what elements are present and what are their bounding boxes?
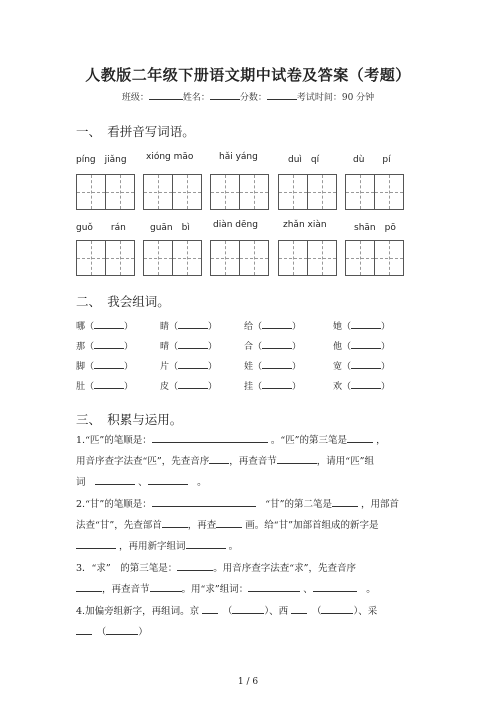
answer-blank[interactable] — [262, 339, 292, 349]
answer-blank[interactable] — [148, 474, 188, 485]
answer-blank[interactable] — [94, 339, 124, 349]
answer-blank[interactable] — [248, 581, 300, 592]
question-3-line-1: 3．“求” 的第三笔是： 。用音序查字法查“求”，先查音序 — [76, 560, 356, 575]
section-3-heading: 三、 积累与运用。 — [76, 412, 183, 427]
answer-blank[interactable] — [209, 453, 229, 464]
zuci-item: 合（ ） — [244, 339, 301, 352]
answer-blank[interactable] — [76, 581, 102, 592]
student-info: 班级： 姓名： 分数： 考试时间：90 分钟 — [0, 90, 496, 103]
answer-blank[interactable] — [262, 319, 292, 329]
pinyin-1: píng jiǎng — [76, 155, 127, 165]
pinyin-4: duì qí — [288, 155, 320, 165]
pinyin-3: hǎi yáng — [219, 152, 258, 162]
answer-blank[interactable] — [150, 581, 182, 592]
answer-blank[interactable] — [178, 359, 208, 369]
answer-blank[interactable] — [76, 624, 92, 635]
answer-blank[interactable] — [76, 538, 116, 549]
question-1-line-2: 用音序查字法查“匹”，先查音序 ，再查音节 ，请用“匹”组 — [76, 453, 374, 468]
answer-blank[interactable] — [202, 603, 218, 614]
answer-blank[interactable] — [321, 603, 353, 614]
zuci-item: 晴（ ） — [160, 339, 217, 352]
writing-grid[interactable] — [210, 240, 269, 276]
answer-blank[interactable] — [178, 319, 208, 329]
answer-blank[interactable] — [178, 339, 208, 349]
zuci-item: 娃（ ） — [244, 359, 301, 372]
answer-blank[interactable] — [351, 319, 381, 329]
question-2-line-2: 法查“甘”，先查部首 ，再查 画。给“甘”加部首组成的新字是 — [76, 517, 378, 532]
answer-blank[interactable] — [216, 517, 242, 528]
zuci-item: 欢（ ） — [333, 379, 390, 392]
zuci-item: 片（ ） — [160, 359, 217, 372]
answer-blank[interactable] — [94, 379, 124, 389]
pinyin-9: zhǎn xiàn — [283, 220, 327, 230]
zuci-item: 挂（ ） — [244, 379, 301, 392]
pinyin-8: diàn dēng — [213, 220, 258, 230]
answer-blank[interactable] — [94, 359, 124, 369]
pinyin-6: guǒ rán — [76, 223, 126, 233]
zuci-item: 肚（ ） — [76, 379, 133, 392]
zuci-item: 皮（ ） — [160, 379, 217, 392]
class-blank[interactable] — [149, 90, 183, 100]
zuci-item: 他（ ） — [333, 339, 390, 352]
question-2-line-1: 2.“甘”的笔顺是： “甘”的第二笔是 ，用部首 — [76, 496, 399, 511]
answer-blank[interactable] — [152, 496, 256, 507]
writing-grid[interactable] — [143, 240, 202, 276]
writing-grid[interactable] — [143, 174, 202, 210]
writing-grid[interactable] — [345, 174, 404, 210]
answer-blank[interactable] — [186, 538, 226, 549]
writing-grid[interactable] — [76, 174, 135, 210]
answer-blank[interactable] — [313, 581, 357, 592]
zuci-item: 脚（ ） — [76, 359, 133, 372]
answer-blank[interactable] — [232, 603, 264, 614]
question-4-line-2: （ ） — [76, 624, 148, 639]
question-1-line-3: 词 、 。 — [76, 474, 207, 489]
answer-blank[interactable] — [262, 379, 292, 389]
answer-blank[interactable] — [351, 359, 381, 369]
answer-blank[interactable] — [177, 560, 213, 571]
zuci-item: 宽（ ） — [333, 359, 390, 372]
question-4-line-1: 4.加偏旁组新字，再组词。京 （ ）、西 （ ）、采 — [76, 603, 377, 618]
zuci-item: 她（ ） — [333, 319, 390, 332]
answer-blank[interactable] — [291, 603, 307, 614]
answer-blank[interactable] — [351, 339, 381, 349]
question-3-line-2: ，再查音节 。用“求”组词： 、 。 — [76, 581, 376, 596]
score-blank[interactable] — [267, 90, 297, 100]
pinyin-2: xióng māo — [146, 152, 194, 162]
answer-blank[interactable] — [94, 319, 124, 329]
answer-blank[interactable] — [332, 496, 358, 507]
pinyin-5: dù pí — [353, 155, 391, 165]
page-number: 1 / 6 — [237, 677, 259, 687]
writing-grid[interactable] — [278, 174, 337, 210]
answer-blank[interactable] — [106, 624, 138, 635]
section-2-heading: 二、 我会组词。 — [76, 294, 170, 309]
answer-blank[interactable] — [152, 432, 268, 443]
section-1-heading: 一、 看拼音写词语。 — [76, 124, 195, 139]
writing-grid[interactable] — [345, 240, 404, 276]
question-1-line-1: 1.“匹”的笔顺是： 。“匹”的第三笔是 ， — [76, 432, 386, 447]
name-blank[interactable] — [210, 90, 240, 100]
question-2-line-3: ，再用新字组词 。 — [76, 538, 238, 553]
answer-blank[interactable] — [262, 359, 292, 369]
zuci-item: 那（ ） — [76, 339, 133, 352]
answer-blank[interactable] — [347, 432, 373, 443]
writing-grid[interactable] — [76, 240, 135, 276]
zuci-item: 睛（ ） — [160, 319, 217, 332]
answer-blank[interactable] — [351, 379, 381, 389]
writing-grid[interactable] — [278, 240, 337, 276]
answer-blank[interactable] — [178, 379, 208, 389]
answer-blank[interactable] — [162, 517, 188, 528]
page-title: 人教版二年级下册语文期中试卷及答案（考题） — [85, 66, 411, 84]
zuci-item: 哪（ ） — [76, 319, 133, 332]
writing-grid[interactable] — [210, 174, 269, 210]
answer-blank[interactable] — [95, 474, 135, 485]
zuci-item: 给（ ） — [244, 319, 301, 332]
pinyin-10: shān pō — [354, 223, 396, 233]
answer-blank[interactable] — [277, 453, 317, 464]
pinyin-7: guān bì — [150, 223, 190, 233]
